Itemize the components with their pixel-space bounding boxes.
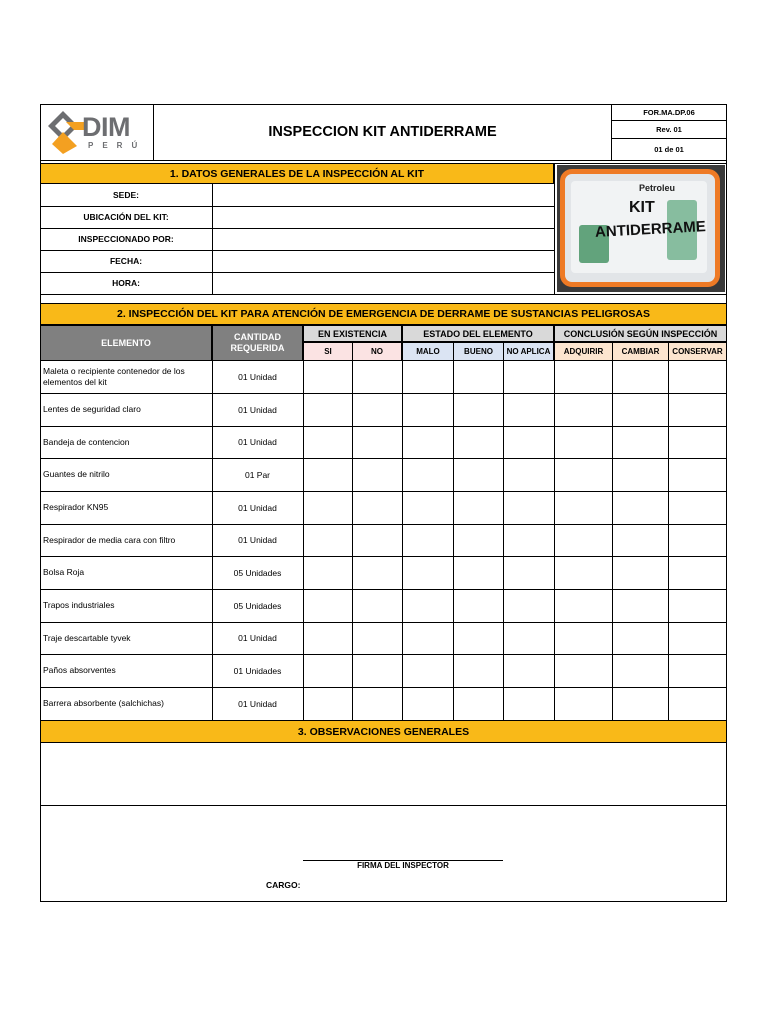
field-value-fecha[interactable] (213, 251, 553, 271)
header-conservar: CONSERVAR (668, 342, 727, 361)
section-divider (40, 805, 727, 806)
table-row-cantidad: 05 Unidades (233, 600, 282, 611)
company-logo (44, 108, 150, 156)
table-col-divider (668, 361, 669, 720)
header-no: NO (352, 342, 402, 361)
kit-photo-text: KIT (629, 199, 655, 216)
document-page: 01 de 01 (654, 144, 684, 154)
table-row-elemento: Guantes de nitrilo (43, 469, 110, 479)
field-value-hora[interactable] (213, 273, 553, 293)
field-label-fecha: FECHA: (109, 256, 143, 266)
page-title: INSPECCION KIT ANTIDERRAME (268, 124, 497, 140)
table-row-elemento: Maleta o recipiente contenedor de los elementos del kit (43, 366, 185, 387)
section1-title: 1. DATOS GENERALES DE LA INSPECCIÓN AL KIT (40, 163, 554, 184)
table-row-elemento: Traje descartable tyvek (43, 632, 131, 643)
kit-photo (557, 165, 725, 292)
table-col-divider (554, 361, 555, 720)
section2-title: 2. INSPECCIÓN DEL KIT PARA ATENCIÓN DE EMERGENCIA DE DERRAME DE SUSTANCIAS PELIGROSAS (40, 303, 727, 325)
field-label-ubicacion: UBICACIÓN DEL KIT: (83, 212, 169, 222)
table-row-elemento: Respirador de media cara con filtro (43, 534, 176, 545)
table-col-divider (303, 361, 304, 720)
header-adquirir: ADQUIRIR (554, 342, 613, 361)
table-row-cantidad: 01 Unidad (238, 535, 277, 545)
row-divider (40, 294, 727, 295)
table-row-cantidad: 01 Unidad (238, 502, 277, 513)
section3-title: 3. OBSERVACIONES GENERALES (40, 720, 727, 743)
table-row-cantidad: 01 Unidad (238, 633, 277, 643)
table-row-cantidad: 01 Unidad (238, 372, 277, 382)
header-si: SI (303, 342, 353, 361)
kit-photo-text: Petroleu (639, 183, 676, 193)
logo-text: DIM (82, 112, 130, 142)
table-col-divider (453, 361, 454, 720)
table-row-elemento: Bandeja de contencion (43, 436, 130, 447)
header-bueno: BUENO (453, 342, 504, 361)
logo-subtext: PERÚ (88, 141, 147, 150)
kit-photo-text: ANTIDERRAME (594, 218, 707, 241)
field-label-hora: HORA: (112, 278, 140, 288)
header-malo: MALO (402, 342, 454, 361)
document-code: FOR.MA.DP.06 (643, 107, 695, 117)
header-no-aplica: NO APLICA (503, 342, 554, 361)
field-value-ubicacion[interactable] (213, 207, 553, 227)
header-existencia: EN EXISTENCIA (303, 325, 402, 342)
header-estado: ESTADO DEL ELEMENTO (402, 325, 554, 342)
field-label-inspeccionado: INSPECCIONADO POR: (78, 234, 174, 244)
header-conclusion: CONCLUSIÓN SEGÚN INSPECCIÓN (554, 325, 727, 342)
table-row-cantidad: 01 Unidad (238, 437, 277, 447)
header-bottom (40, 160, 727, 161)
table-row-elemento: Respirador KN95 (43, 502, 109, 512)
header-cantidad: CANTIDAD REQUERIDA (212, 325, 303, 361)
field-label-sede: SEDE: (113, 190, 139, 200)
signature-label: FIRMA DEL INSPECTOR (357, 861, 449, 870)
table-row-cantidad: 01 Par (244, 469, 271, 480)
table-col-divider (612, 361, 613, 720)
table-col-divider (352, 361, 353, 720)
table-row-cantidad: 01 Unidad (238, 404, 277, 415)
observaciones-area[interactable] (41, 743, 726, 805)
section1-col-divider (554, 163, 555, 294)
table-row-elemento: Bolsa Roja (43, 567, 85, 577)
table-row-cantidad: 01 Unidades (233, 665, 282, 676)
table-row-elemento: Trapos industriales (43, 600, 115, 610)
table-row-elemento: Lentes de seguridad claro (43, 404, 141, 414)
header-cambiar: CAMBIAR (612, 342, 669, 361)
table-col-divider (402, 361, 403, 720)
table-row-elemento: Paños absorventes (43, 665, 116, 675)
table-row-cantidad: 05 Unidades (233, 567, 282, 578)
table-col-divider (503, 361, 504, 720)
document-revision: Rev. 01 (656, 124, 682, 134)
table-row-cantidad: 01 Unidad (238, 698, 277, 709)
cargo-label: CARGO: (266, 880, 301, 890)
table-row-elemento: Barrera absorbente (salchichas) (43, 698, 164, 708)
field-value-sede[interactable] (213, 185, 553, 205)
field-value-inspeccionado[interactable] (213, 229, 553, 249)
header-elemento: ELEMENTO (40, 325, 212, 361)
